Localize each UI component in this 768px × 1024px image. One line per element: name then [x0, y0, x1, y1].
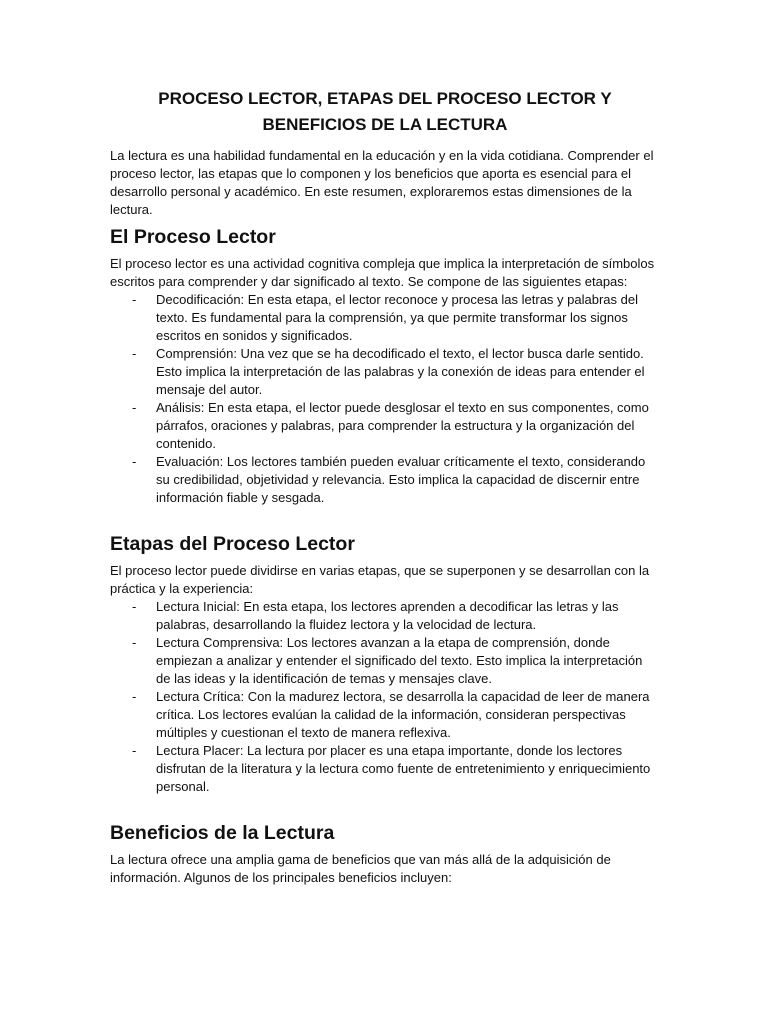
list-item — [110, 453, 658, 507]
dash-bullet: - — [132, 689, 137, 704]
list-item — [110, 688, 658, 742]
list-item — [110, 291, 658, 345]
list-item-text: Lectura Placer: La lectura por placer es una etapa importante, donde los lectores disfrutan de la literatura y la lectura como fuente de entretenimiento y enriquecimiento personal. — [156, 743, 651, 794]
list-item — [110, 742, 658, 796]
dash-bullet: - — [132, 454, 137, 469]
list-item — [110, 598, 658, 634]
intro-paragraph: La lectura es una habilidad fundamental en la educación y en la vida cotidiana. Comprender el proceso lector, las etapas que lo componen y los beneficios que aporta es esencial para el desarrollo personal y académico. En este resumen, exploraremos estas dimensiones de la lectura. — [110, 148, 654, 217]
dash-bullet: - — [132, 292, 137, 307]
section-heading-proceso-lector: El Proceso Lector — [110, 226, 276, 248]
bullet-list-etapas — [110, 598, 658, 796]
section-heading-etapas: Etapas del Proceso Lector — [110, 533, 355, 555]
list-item-text: Lectura Comprensiva: Los lectores avanzan a la etapa de comprensión, donde empiezan a analizar y entender el significado del texto. Esto implica la interpretación de las ideas y la identificación de temas y mensajes clave. — [156, 635, 643, 686]
dash-bullet: - — [132, 400, 137, 415]
dash-bullet: - — [132, 599, 137, 614]
dash-bullet: - — [132, 743, 137, 758]
dash-bullet: - — [132, 635, 137, 650]
list-item-text: Análisis: En esta etapa, el lector puede desglosar el texto en sus componentes, como párrafos, oraciones y palabras, para comprender la estructura y la organización del contenido. — [156, 400, 649, 451]
list-item-text: Comprensión: Una vez que se ha decodificado el texto, el lector busca darle sentido. Esto implica la interpretación de las palabras y la conexión de ideas para entender el mensaje del autor. — [156, 346, 645, 397]
list-item — [110, 399, 658, 453]
list-item-text: Decodificación: En esta etapa, el lector reconoce y procesa las letras y palabras del texto. Es fundamental para la comprensión, ya que permite transformar los signos escritos en sonidos y significados. — [156, 292, 638, 343]
list-item-text: Evaluación: Los lectores también pueden evaluar críticamente el texto, considerando su credibilidad, objetividad y relevancia. Esto implica la capacidad de discernir entre información fiable y sesgada. — [156, 454, 646, 505]
dash-bullet: - — [132, 346, 137, 361]
list-item — [110, 634, 658, 688]
bullet-list-proceso-lector — [110, 291, 658, 507]
list-item-text: Lectura Inicial: En esta etapa, los lectores aprenden a decodificar las letras y las palabras, desarrollando la fluidez lectora y la velocidad de lectura. — [156, 599, 619, 632]
section-heading-beneficios: Beneficios de la Lectura — [110, 822, 335, 844]
list-item — [110, 345, 658, 399]
list-item-text: Lectura Crítica: Con la madurez lectora, se desarrolla la capacidad de leer de manera crítica. Los lectores evalúan la calidad de la información, consideran perspectivas múltiples y cuestionan el texto de manera reflexiva. — [156, 689, 650, 740]
section-paragraph-etapas: El proceso lector puede dividirse en varias etapas, que se superponen y se desarrollan con la práctica y la experiencia: — [110, 563, 650, 596]
document-title: PROCESO LECTOR, ETAPAS DEL PROCESO LECTOR Y BENEFICIOS DE LA LECTURA — [158, 89, 612, 134]
section-paragraph-beneficios: La lectura ofrece una amplia gama de beneficios que van más allá de la adquisición de información. Algunos de los principales beneficios incluyen: — [110, 852, 611, 885]
section-paragraph-proceso-lector: El proceso lector es una actividad cognitiva compleja que implica la interpretación de símbolos escritos para comprender y dar significado al texto. Se compone de las siguientes etapas: — [110, 256, 655, 289]
